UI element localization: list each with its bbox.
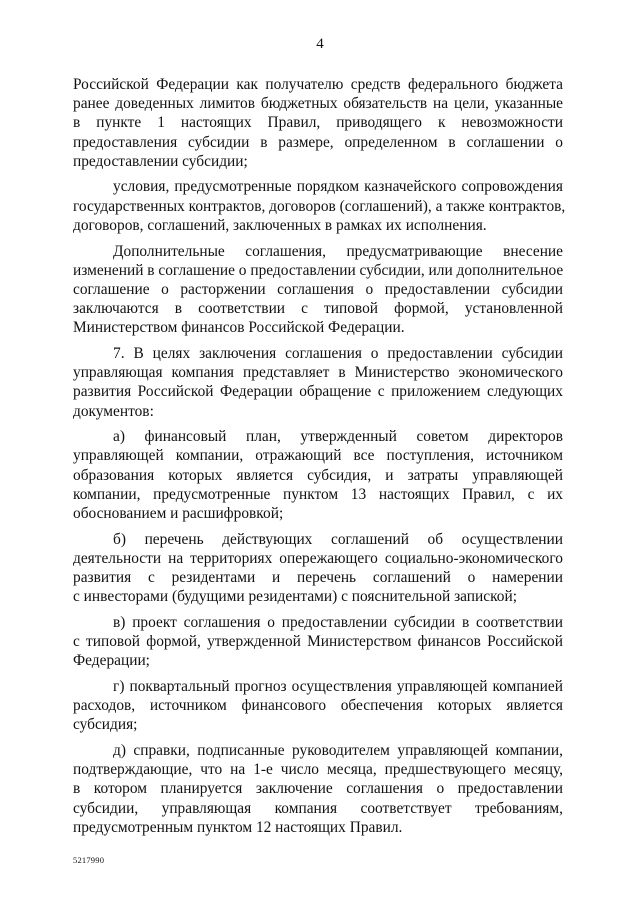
paragraph <box>73 427 563 523</box>
text-line: условия, предусмотренные порядком казначейского сопровождения <box>113 178 563 196</box>
text-line: с типовой формой, утвержденной Министерством финансов Российской <box>73 633 563 651</box>
text-line: в) проект соглашения о предоставлении субсидии в соответствии <box>113 613 563 631</box>
paragraph <box>73 177 566 235</box>
text-line: б) перечень действующих соглашений об осуществлении <box>113 530 563 548</box>
text-line: подтверждающие, что на 1-е число месяца, предшествующего месяцу, <box>73 761 563 779</box>
text-line: деятельности на территориях опережающего социально-экономического <box>73 549 563 567</box>
text-line: управляющей компании, отражающий все поступления, источником <box>73 447 563 465</box>
text-line: обоснованием и расшифровкой; <box>73 504 284 522</box>
document-code: 5217990 <box>73 855 105 865</box>
paragraph <box>73 677 563 735</box>
paragraph <box>73 242 563 338</box>
text-line: договоров, соглашений, заключенных в рамках их исполнения. <box>73 216 487 234</box>
document-body <box>73 75 566 837</box>
text-line: документов: <box>73 402 154 420</box>
text-line: а) финансовый план, утвержденный советом директоров <box>113 428 563 446</box>
text-line: д) справки, подписанные руководителем управляющей компании, <box>113 742 563 759</box>
text-line: с инвесторами (будущими резидентами) с пояснительной запиской; <box>73 588 517 606</box>
text-line: Российской Федерации как получателю средств федерального бюджета <box>73 76 563 93</box>
text-line: расходов, источником финансового обеспечения которых является <box>73 697 563 715</box>
paragraph <box>73 530 563 607</box>
text-line: развития Российской Федерации обращение с приложением следующих <box>73 383 563 401</box>
paragraph <box>73 344 563 421</box>
text-line: субсидия; <box>73 716 138 734</box>
text-line: Министерством финансов Российской Федерации. <box>73 319 405 337</box>
text-line: изменений в соглашение о предоставлении субсидии, или дополнительное <box>73 261 564 279</box>
text-line: компании, предусмотренные пунктом 13 настоящих Правил, с их <box>73 485 563 503</box>
paragraph <box>73 75 563 171</box>
text-line: заключаются в соответствии с типовой формой, установленной <box>73 300 563 318</box>
text-line: г) поквартальный прогноз осуществления управляющей компанией <box>113 677 563 695</box>
text-line: субсидии, управляющая компания соответствует требованиям, <box>73 799 563 817</box>
text-line: государственных контрактов, договоров (соглашений), а также контрактов, <box>73 197 566 215</box>
text-line: Дополнительные соглашения, предусматривающие внесение <box>113 242 563 260</box>
text-line: предоставления субсидии в размере, определенном в соглашении о <box>73 133 563 151</box>
text-line: образования которых является субсидия, и затраты управляющей <box>73 466 563 484</box>
text-line: управляющая компания представляет в Министерство экономического <box>73 364 563 382</box>
text-line: ранее доведенных лимитов бюджетных обязательств на цели, указанные <box>73 95 563 113</box>
text-line: предусмотренным пунктом 12 настоящих Правил. <box>73 818 403 836</box>
page-number: 4 <box>316 36 324 52</box>
text-line: соглашение о расторжении соглашения о предоставлении субсидии <box>73 280 563 298</box>
text-line: предоставлении субсидии; <box>73 152 248 170</box>
text-line: в пункте 1 настоящих Правил, приводящего к невозможности <box>73 114 563 132</box>
text-line: Федерации; <box>73 652 150 670</box>
paragraph <box>73 741 563 837</box>
paragraph <box>73 613 563 671</box>
text-line: в котором планируется заключение соглашения о предоставлении <box>73 780 563 798</box>
text-line: развития с резидентами и перечень соглашений о намерении <box>73 569 563 586</box>
text-line: 7. В целях заключения соглашения о предоставлении субсидии <box>113 344 563 362</box>
